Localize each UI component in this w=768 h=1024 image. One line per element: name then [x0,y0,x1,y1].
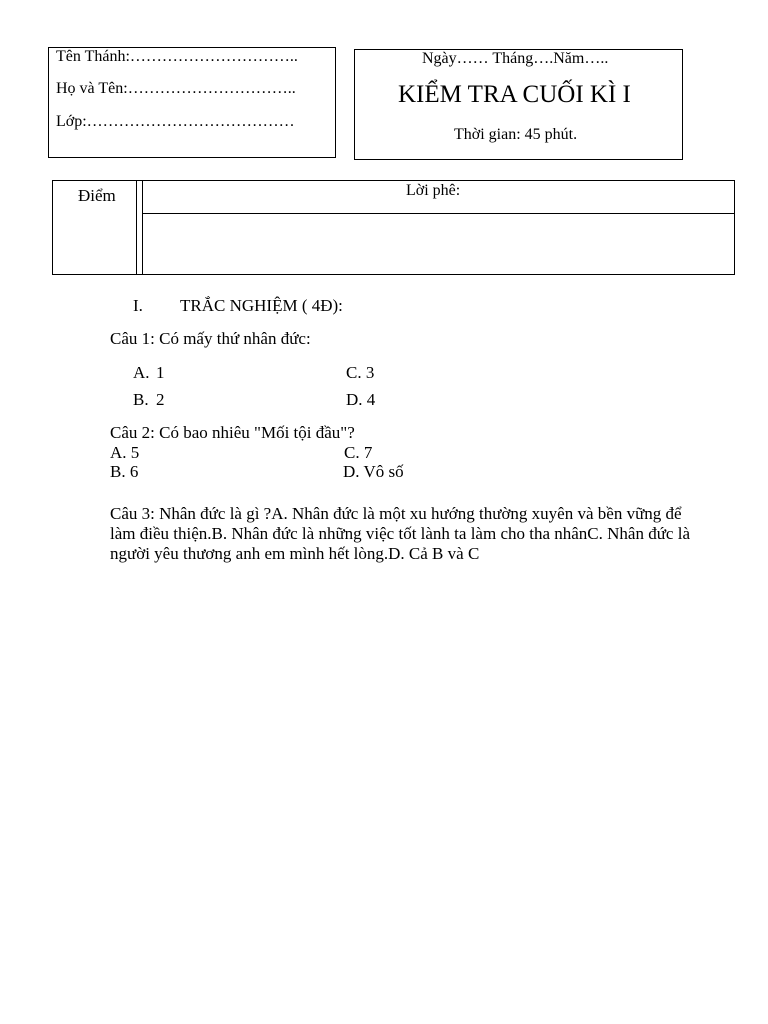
student-info-box [48,47,336,158]
saint-name-field: Tên Thánh:………………………….. [56,48,298,65]
grade-divider-right [142,181,143,275]
question-1-option-d: D. 4 [346,390,376,409]
question-2-option-d: D. Vô số [343,462,404,481]
exam-header-box [354,49,683,160]
comment-label: Lời phê: [406,182,461,199]
exam-title: KIỂM TRA CUỐI KÌ I [398,81,631,108]
grade-divider-bottom [136,274,143,275]
question-1-option-c: C. 3 [346,363,375,382]
grade-comment-box [52,180,735,275]
section-number: I. [133,296,143,315]
grade-divider-left [136,181,137,275]
exam-date: Ngày…… Tháng….Năm….. [422,50,609,67]
exam-duration: Thời gian: 45 phút. [454,126,578,143]
question-1-option-a-letter: A. [133,363,150,382]
question-2-option-c: C. 7 [344,443,373,462]
section-title: TRẮC NGHIỆM ( 4Đ): [180,296,343,315]
question-1-text: Câu 1: Có mấy thứ nhân đức: [110,329,311,348]
comment-header-line [142,213,735,214]
question-2-text: Câu 2: Có bao nhiêu "Mối tội đầu"? [110,423,355,442]
full-name-field: Họ và Tên:………………………….. [56,80,296,97]
question-2-option-b: B. 6 [110,462,139,481]
question-1-option-b-value: 2 [156,390,165,409]
question-3-text: Câu 3: Nhân đức là gì ?A. Nhân đức là một xu hướng thường xuyên và bền vững để làm điều thiện.B. Nhân đức là những việc tốt lành ta làm cho tha nhânC. Nhân đức là người yêu thương anh em mình hết lòng.D. Cả B và C [110,504,690,563]
question-1-option-a-value: 1 [156,363,165,382]
score-label: Điểm [78,186,116,205]
question-2-option-a: A. 5 [110,443,140,462]
class-field: Lớp:………………………………… [56,113,295,130]
question-1-option-b-letter: B. [133,390,149,409]
